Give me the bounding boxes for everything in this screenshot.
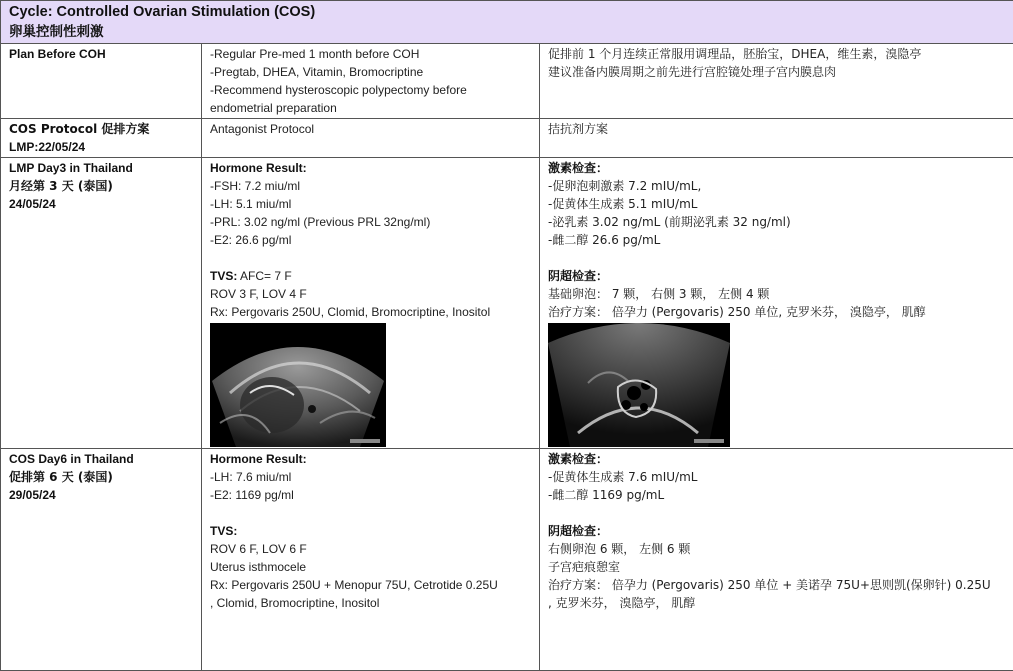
ultrasound-image — [210, 323, 386, 447]
table-row-protocol — [1, 119, 1013, 158]
day3-tvs-afc: AFC= 7 F — [237, 269, 291, 283]
row-label-day6 — [1, 449, 202, 671]
day6-english-cell — [202, 449, 540, 671]
protocol-lmp: LMP:22/05/24 — [9, 138, 193, 156]
day3-chinese-cell — [540, 158, 1013, 449]
row-label-plan — [1, 44, 202, 119]
day3-date: 24/05/24 — [9, 195, 193, 213]
day6-rx-line: Rx: Pergovaris 250U + Menopur 75U, Cetrotide 0.25U — [210, 576, 531, 594]
row-label-protocol — [1, 119, 202, 158]
table-header-cell — [1, 1, 1013, 44]
day3-hormone-line: -E2: 26.6 pg/ml — [210, 231, 531, 249]
day6-tvs-line: ROV 6 F, LOV 6 F — [210, 540, 531, 558]
ultrasound-image — [548, 323, 730, 447]
row-label-day3 — [1, 158, 202, 449]
day6-tvs-line: Uterus isthmocele — [210, 558, 531, 576]
day6-hormone-heading: Hormone Result: — [210, 450, 531, 468]
plan-en-line: -Pregtab, DHEA, Vitamin, Bromocriptine — [210, 63, 531, 81]
protocol-cn: 拮抗剂方案 — [548, 120, 1005, 138]
plan-chinese-cell — [540, 44, 1013, 119]
plan-cn-line: 促排前 1 个月连续正常服用调理品，胚胎宝，DHEA，维生素，溴隐亭 — [548, 45, 1005, 63]
table-header-row — [1, 1, 1013, 44]
day6-chinese-cell — [540, 449, 1013, 671]
day3-label: LMP Day3 in Thailand — [9, 159, 193, 177]
day6-cn-rx-line: , 克罗米芬， 溴隐亭， 肌醇 — [548, 594, 1005, 612]
day6-cn-hormone-line: -雌二醇 1169 pg/mL — [548, 486, 1005, 504]
day3-cn-hormone-line: -泌乳素 3.02 ng/mL (前期泌乳素 32 ng/ml) — [548, 213, 1005, 231]
day3-cn-hormone-heading: 激素检查： — [548, 159, 1005, 177]
day6-cn-tvs-line: 右侧卵泡 6 颗， 左侧 6 颗 — [548, 540, 1005, 558]
table-title-chinese: 卵巢控制性刺激 — [9, 22, 1005, 42]
day6-cn-hormone-line: -促黄体生成素 7.6 mIU/mL — [548, 468, 1005, 486]
day3-tvs-heading: TVS: — [210, 269, 237, 283]
day6-hormone-line: -LH: 7.6 miu/ml — [210, 468, 531, 486]
day3-hormone-line: -LH: 5.1 miu/ml — [210, 195, 531, 213]
plan-label: Plan Before COH — [9, 45, 193, 63]
day6-tvs-heading: TVS: — [210, 522, 531, 540]
day6-label: COS Day6 in Thailand — [9, 450, 193, 468]
plan-en-line: -Regular Pre-med 1 month before COH — [210, 45, 531, 63]
day6-cn-tvs-line: 子宫疤痕憩室 — [548, 558, 1005, 576]
table-title-english: Cycle: Controlled Ovarian Stimulation (COS) — [9, 2, 1005, 22]
protocol-en: Antagonist Protocol — [210, 120, 531, 138]
day3-tvs-line: ROV 3 F, LOV 4 F — [210, 285, 531, 303]
day6-date: 29/05/24 — [9, 486, 193, 504]
day3-hormone-line: -PRL: 3.02 ng/ml (Previous PRL 32ng/ml) — [210, 213, 531, 231]
day3-cn-hormone-line: -雌二醇 26.6 pg/mL — [548, 231, 1005, 249]
day6-label-cn: 促排第 6 天 (泰国) — [9, 468, 193, 486]
protocol-english-cell — [202, 119, 540, 158]
day3-cn-tvs-heading: 阴超检查： — [548, 267, 1005, 285]
day6-rx-line: , Clomid, Bromocriptine, Inositol — [210, 594, 531, 612]
day3-cn-hormone-line: -促黄体生成素 5.1 mIU/mL — [548, 195, 1005, 213]
day6-cn-tvs-heading: 阴超检查： — [548, 522, 1005, 540]
protocol-label: COS Protocol 促排方案 — [9, 120, 193, 138]
day3-label-cn: 月经第 3 天 (泰国) — [9, 177, 193, 195]
plan-cn-line: 建议准备内膜周期之前先进行宫腔镜处理子宫内膜息肉 — [548, 63, 1005, 81]
plan-en-line: -Recommend hysteroscopic polypectomy before endometrial preparation — [210, 81, 531, 117]
table-row-plan — [1, 44, 1013, 119]
day3-english-cell — [202, 158, 540, 449]
day3-cn-tvs-line: 基础卵泡： 7 颗， 右侧 3 颗， 左侧 4 颗 — [548, 285, 1005, 303]
day3-rx-line: Rx: Pergovaris 250U, Clomid, Bromocriptine, Inositol — [210, 303, 531, 321]
day3-cn-rx-line: 治疗方案： 倍孕力 (Pergovaris) 250 单位, 克罗米芬， 溴隐亭， 肌醇 — [548, 303, 1005, 321]
day3-hormone-heading: Hormone Result: — [210, 159, 531, 177]
table-row-day3 — [1, 158, 1013, 449]
day6-cn-hormone-heading: 激素检查： — [548, 450, 1005, 468]
protocol-chinese-cell — [540, 119, 1013, 158]
day6-cn-rx-line: 治疗方案： 倍孕力 (Pergovaris) 250 单位 + 美诺孕 75U+思则凯(保卵针) 0.25U — [548, 576, 1005, 594]
day6-hormone-line: -E2: 1169 pg/ml — [210, 486, 531, 504]
table-row-day6 — [1, 449, 1013, 671]
day3-hormone-line: -FSH: 7.2 miu/ml — [210, 177, 531, 195]
day3-cn-hormone-line: -促卵泡刺激素 7.2 mIU/mL, — [548, 177, 1005, 195]
plan-english-cell — [202, 44, 540, 119]
